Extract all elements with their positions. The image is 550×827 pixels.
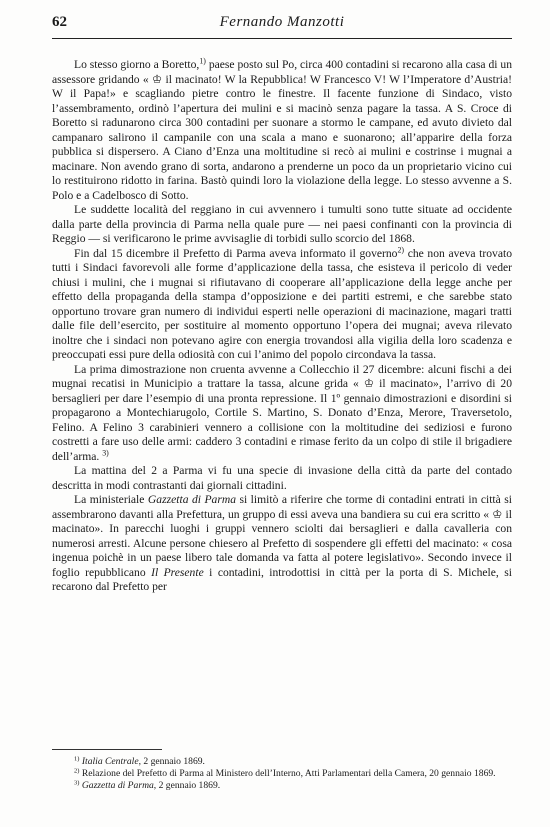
footnote: $^{3)}$ Gazzetta di Parma, 2 gennaio 1869. bbox=[74, 779, 221, 792]
newspaper-title: Il Presente bbox=[151, 565, 204, 579]
running-title: Fernando Manzotti bbox=[219, 14, 345, 30]
page-number: 62 bbox=[52, 14, 67, 30]
paragraph: Fin dal 15 dicembre il Prefetto di Parma aveva informato il governo$^{2)}$ che non aveva trovato tutti i Sindaci favorevoli alle forme d’applicazione della tassa, che esisteva il pericolo di veder chiusi i mulini, che i mugnai si rifiutavano di cooperare all’applicazione della legge anche per effetto della propaganda della stampa d’opposizione e dei partiti estremi, e che sarebbe stato opportuno trovare gran numero di individui esperti nelle operazioni di macinazione, magari tratti dalle file dell’esercito, per sostituire al momento opportuno l’opera dei mugnai; aveva rilevato inoltre che i sindaci non potevano agire con energia trovandosi alla vigilia della loro scadenza e preoccupati essi pure della odiosità con cui l’animo del popolo circondava la tassa. bbox=[52, 245, 512, 361]
footnote-rule bbox=[52, 749, 162, 750]
paragraph: La ministeriale Gazzetta di Parma si limitò a riferire che torme di contadini entrati in città si assembrarono davanti alla Prefettura, un gruppo di essi aveva una bandiera su cui era scritto « ♔ il macinato». In parecchi luoghi i gruppi vennero sciolti dai bersaglieri e dalla cavalleria con numerosi arresti. Alcune persone chiesero al Prefetto di sospendere gli effetti del macinato: « cosa ingenua poichè in un paese libero tale domanda va fatta al potere legislativo». Secondo invece il foglio repubblicano Il Presente i contadini, introdottisi in città per la porta di S. Michele, si recarono dal Prefetto per bbox=[52, 493, 512, 593]
footnote-ref: 1) bbox=[199, 56, 206, 66]
paragraph: Le suddette località del reggiano in cui avvennero i tumulti sono tutte situate ad occidente dalla parte della provincia di Parma nella quale pure — nei paesi confinanti con la provincia di Reggio — si verificarono le prime avvisaglie di torbidi sullo scorcio del 1868. bbox=[52, 203, 512, 245]
footnote-ref: 3) bbox=[102, 448, 109, 458]
paragraph: La prima dimostrazione non cruenta avvenne a Collecchio il 27 dicembre: alcuni fischi a dei mugnai recatisi in Municipio a trattare la tassa, alcune grida « ♔ il macinato», l’arrivo di 20 bersaglieri per dare l’esempio di una pronta repressione. Il 1º gennaio dimostrazioni e disordini si propagarono a Montechiarugolo, Cortile S. Martino, S. Donato d’Enza, Merore, Traversetolo, Felino. A Felino 3 carabinieri vennero a collisione con la moltitudine dei sediziosi e furono costretti a fare uso delle armi: caddero 3 contadini e rimase ferito da un colpo di stile il brigadiere dell’arma. $^{3)}$ bbox=[52, 362, 512, 463]
footnote: $^{1)}$ Italia Centrale, 2 gennaio 1869. bbox=[74, 755, 205, 767]
footnote-ref: 2) bbox=[397, 245, 405, 255]
paragraph: La mattina del 2 a Parma vi fu una specie di invasione della città da parte del contado descritta in modi contrastanti dai giornali cittadini. bbox=[52, 464, 512, 492]
running-header bbox=[52, 14, 512, 39]
footnote: $^{2)}$ Relazione del Prefetto di Parma al Ministero dell’Interno, Atti Parlamentari della Camera, 20 gennaio 1869. bbox=[74, 767, 496, 780]
body-text bbox=[52, 58, 512, 595]
newspaper-title: Gazzetta di Parma bbox=[147, 493, 236, 506]
footnotes bbox=[52, 756, 512, 793]
paragraph: Lo stesso giorno a Boretto,$^{1)}$ paese posto sul Po, circa 400 contadini si recarono alla casa di un assessore gridando « ♔ il macinato! W la Repubblica! W Francesco V! W l’Imperatore d’Austria! W il Papa!» e scagliando pietre contro le finestre. Il facente funzione di Sindaco, visto l’assembramento, ordinò l’apertura dei mulini e si macinò senza pagare la tassa. A S. Croce di Boretto si radunarono circa 300 contadini per suonare a stormo le campane, ed avuto divieto dal campanaro salirono il campanile con una scala a mano e suonarono; all’apparire della forza pubblica si dispersero. A Ciano d’Enza una moltitudine si recò ai mulini e costrinse i mugnai a macinare. Non avendo grano di sorta, andarono a prenderne un poco da un proprietario vicino cui lo restituirono ridotto in farina. Bastò quindi loro la violazione della legge. Lo stesso avvenne a S. Polo e a Cadelbosco di Sotto. bbox=[52, 56, 512, 202]
